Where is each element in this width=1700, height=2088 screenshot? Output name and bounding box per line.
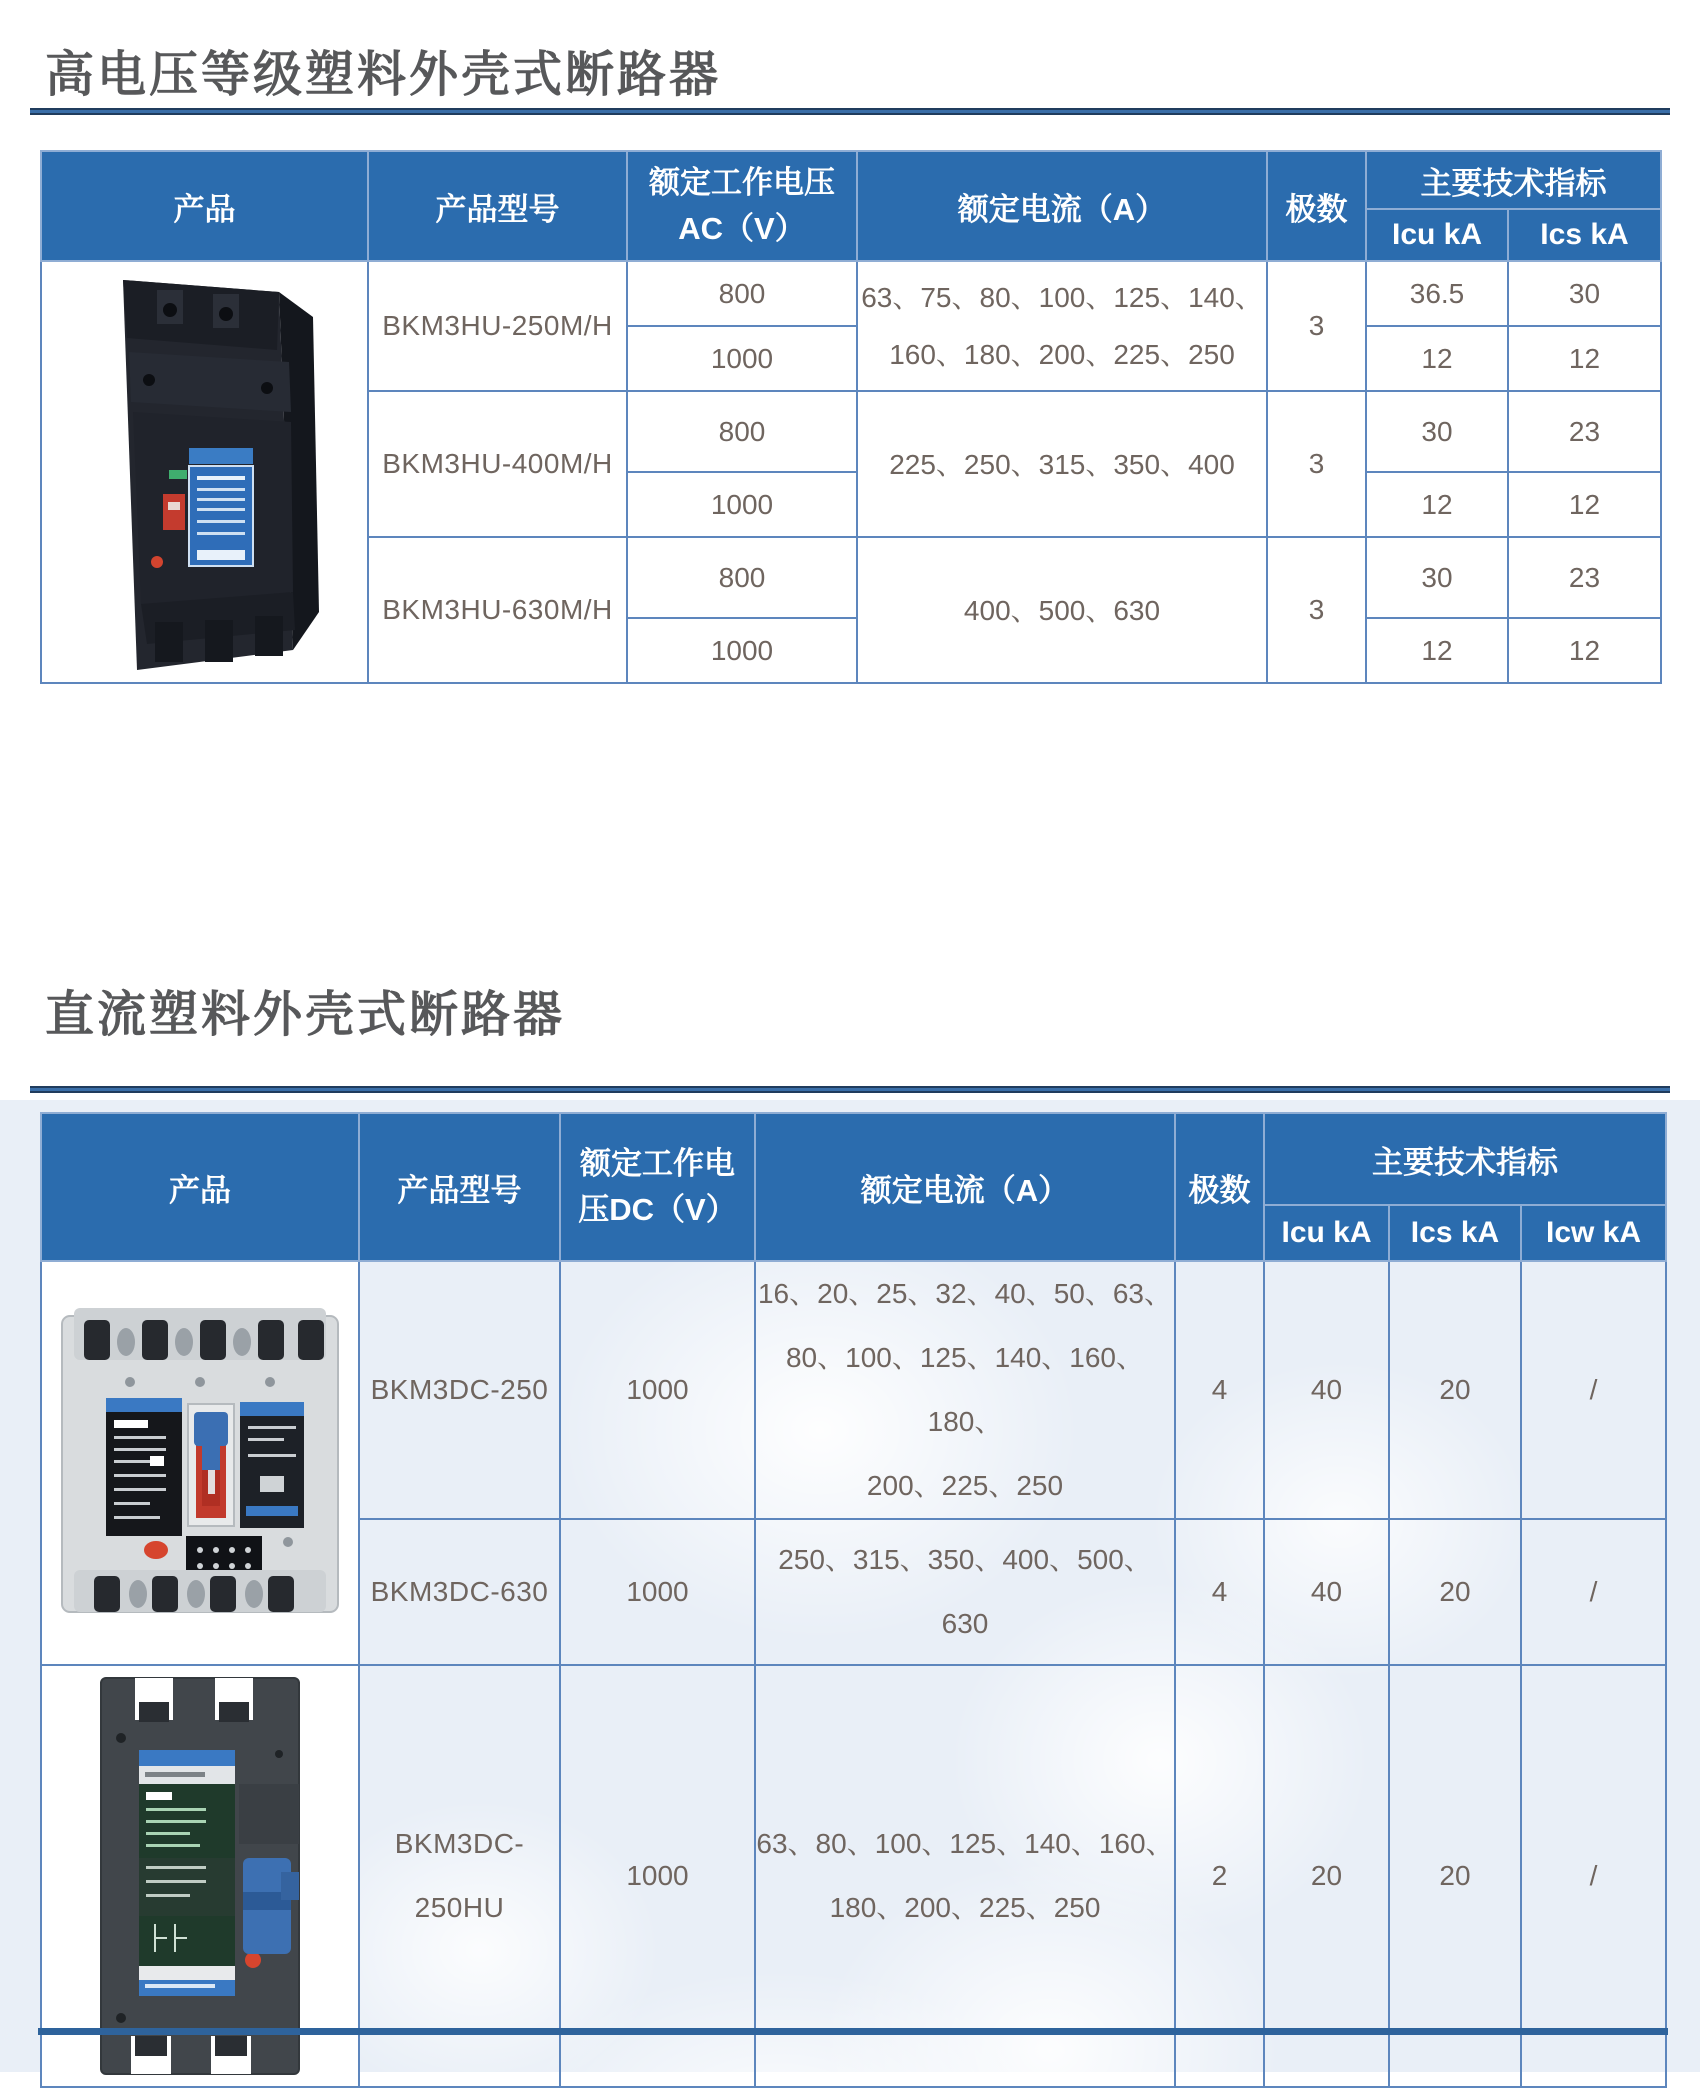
cell-line: BKM3DC- xyxy=(394,1828,525,1859)
section2-title-rule xyxy=(30,1086,1670,1093)
t2-model-cell-0 xyxy=(359,1261,560,1519)
cell-line: 225、250、315、350、400 xyxy=(889,448,1235,480)
section1-title: 高电压等级塑料外壳式断路器 xyxy=(45,48,722,102)
t2-icu-cell-1: 40 xyxy=(1264,1519,1389,1665)
t1-product-photo-cell xyxy=(41,261,368,683)
t1-header-voltage-line1: 额定工作电压 xyxy=(649,165,835,200)
table1-header-row-1 xyxy=(41,151,1661,209)
cell-line: BKM3DC-630 xyxy=(370,1576,549,1607)
section1-title-rule xyxy=(30,108,1670,115)
t1-ics-cell-2-0: 23 xyxy=(1508,537,1661,618)
t1-model-cell-0: BKM3HU-250M/H xyxy=(368,261,627,391)
t1-header-voltage-line2: AC（V） xyxy=(678,211,806,246)
t1-header-ics: Ics kA xyxy=(1508,209,1661,261)
cell-line: 400、500、630 xyxy=(963,594,1161,626)
t1-icu-cell-0-0: 36.5 xyxy=(1366,261,1508,326)
t1-current-cell-2 xyxy=(857,537,1267,683)
t2-icw-cell-1: / xyxy=(1521,1519,1666,1665)
t2-header-model: 产品型号 xyxy=(359,1113,560,1261)
cell-line: 200、225、250 xyxy=(866,1470,1064,1501)
mccb-2pole-dark-photo xyxy=(42,1666,358,2086)
t2-header-icw: Icw kA xyxy=(1521,1205,1666,1261)
t2-voltage-cell-2: 1000 xyxy=(560,1665,755,2087)
t2-header-current: 额定电流（A） xyxy=(755,1113,1175,1261)
t2-ics-cell-2: 20 xyxy=(1389,1665,1521,2087)
t1-model-cell-1: BKM3HU-400M/H xyxy=(368,391,627,537)
t1-header-icu: Icu kA xyxy=(1366,209,1508,261)
t1-poles-cell-2: 3 xyxy=(1267,537,1366,683)
t2-current-cell-1 xyxy=(755,1519,1175,1665)
t2-model-cell-1 xyxy=(359,1519,560,1665)
t2-current-cell-0 xyxy=(755,1261,1175,1519)
t1-poles-cell-0: 3 xyxy=(1267,261,1366,391)
mccb-3pole-dark-photo xyxy=(42,262,367,682)
t1-header-voltage xyxy=(627,151,857,261)
t2-poles-cell-1: 4 xyxy=(1175,1519,1264,1665)
t1-voltage-cell-2-0: 800 xyxy=(627,537,857,618)
t1-icu-cell-1-1: 12 xyxy=(1366,472,1508,537)
t2-product-photo-cell-2 xyxy=(41,1665,359,2087)
cell-line: 63、75、80、100、125、140、 xyxy=(861,282,1263,313)
table2-bottom-accent-line xyxy=(38,2028,1668,2035)
t1-header-current: 额定电流（A） xyxy=(857,151,1267,261)
t1-voltage-cell-0-1: 1000 xyxy=(627,326,857,391)
t2-ics-cell-0: 20 xyxy=(1389,1261,1521,1519)
t1-voltage-cell-1-1: 1000 xyxy=(627,472,857,537)
t2-voltage-cell-0: 1000 xyxy=(560,1261,755,1519)
t1-ics-cell-1-0: 23 xyxy=(1508,391,1661,472)
cell-line: 180、200、225、250 xyxy=(829,1892,1101,1923)
t2-icu-cell-2: 20 xyxy=(1264,1665,1389,2087)
t2-icw-cell-0: / xyxy=(1521,1261,1666,1519)
t1-ics-cell-0-1: 12 xyxy=(1508,326,1661,391)
t1-ics-cell-2-1: 12 xyxy=(1508,618,1661,683)
t1-icu-cell-2-1: 12 xyxy=(1366,618,1508,683)
t1-current-cell-1 xyxy=(857,391,1267,537)
cell-line: 250HU xyxy=(414,1892,505,1923)
t1-voltage-cell-2-1: 1000 xyxy=(627,618,857,683)
table-row xyxy=(41,1261,1666,1519)
t2-product-photo-cell-1 xyxy=(41,1261,359,1665)
t2-header-ics: Ics kA xyxy=(1389,1205,1521,1261)
dc-mccb-table xyxy=(40,1112,1667,2088)
t2-icw-cell-2: / xyxy=(1521,1665,1666,2087)
table-row xyxy=(41,261,1661,326)
t1-icu-cell-2-0: 30 xyxy=(1366,537,1508,618)
table-row xyxy=(41,1665,1666,2087)
t2-model-cell-2 xyxy=(359,1665,560,2087)
t2-poles-cell-0: 4 xyxy=(1175,1261,1264,1519)
t2-header-voltage-line2: 压DC（V） xyxy=(578,1192,737,1227)
t2-current-cell-2 xyxy=(755,1665,1175,2087)
t2-header-product: 产品 xyxy=(41,1113,359,1261)
t1-current-cell-0 xyxy=(857,261,1267,391)
t1-voltage-cell-0-0: 800 xyxy=(627,261,857,326)
t1-icu-cell-0-1: 12 xyxy=(1366,326,1508,391)
t1-icu-cell-1-0: 30 xyxy=(1366,391,1508,472)
hv-mccb-table xyxy=(40,150,1662,684)
t2-voltage-cell-1: 1000 xyxy=(560,1519,755,1665)
t1-poles-cell-1: 3 xyxy=(1267,391,1366,537)
table2-header-row-1 xyxy=(41,1113,1666,1205)
t1-ics-cell-1-1: 12 xyxy=(1508,472,1661,537)
cell-line: 160、180、200、225、250 xyxy=(889,339,1235,370)
t2-ics-cell-1: 20 xyxy=(1389,1519,1521,1665)
cell-line: 16、20、25、32、40、50、63、 xyxy=(757,1278,1172,1309)
t1-header-model: 产品型号 xyxy=(368,151,627,261)
section2-title: 直流塑料外壳式断路器 xyxy=(45,988,566,1042)
t2-header-voltage-line1: 额定工作电 xyxy=(580,1146,735,1181)
t1-model-cell-2: BKM3HU-630M/H xyxy=(368,537,627,683)
mccb-4pole-light-photo xyxy=(42,1298,358,1628)
t2-poles-cell-2: 2 xyxy=(1175,1665,1264,2087)
cell-line: BKM3DC-250 xyxy=(370,1374,549,1405)
t1-header-poles: 极数 xyxy=(1267,151,1366,261)
t1-voltage-cell-1-0: 800 xyxy=(627,391,857,472)
t2-header-main-indicators: 主要技术指标 xyxy=(1264,1113,1666,1205)
t1-header-product: 产品 xyxy=(41,151,368,261)
t2-header-voltage xyxy=(560,1113,755,1261)
cell-line: 250、315、350、400、500、630 xyxy=(778,1544,1152,1639)
cell-line: 63、80、100、125、140、160、 xyxy=(756,1828,1174,1859)
t2-icu-cell-0: 40 xyxy=(1264,1261,1389,1519)
t2-header-poles: 极数 xyxy=(1175,1113,1264,1261)
cell-line: 80、100、125、140、160、180、 xyxy=(785,1342,1144,1437)
t2-header-icu: Icu kA xyxy=(1264,1205,1389,1261)
t1-ics-cell-0-0: 30 xyxy=(1508,261,1661,326)
t1-header-main-indicators: 主要技术指标 xyxy=(1366,151,1661,209)
